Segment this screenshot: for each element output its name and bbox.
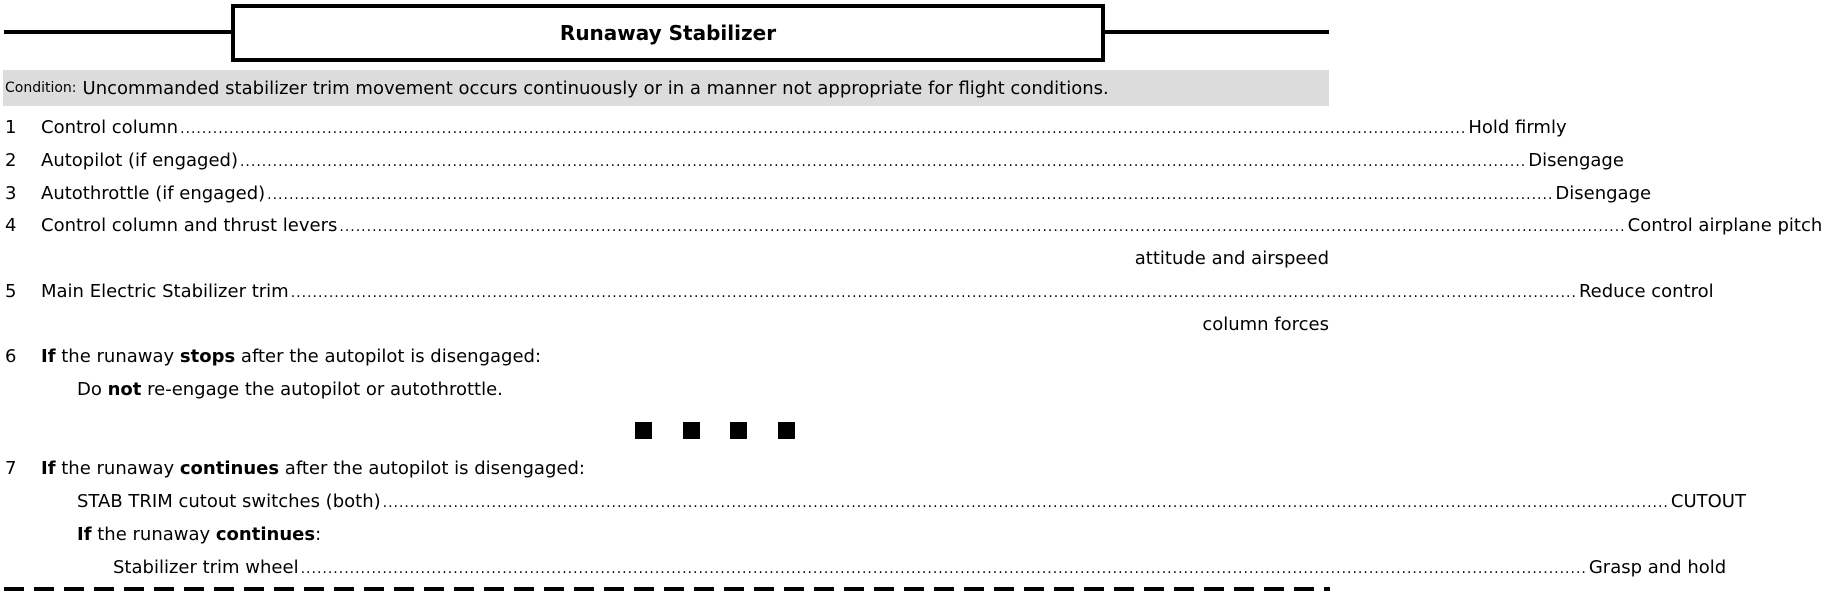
step-number: 7	[5, 458, 17, 479]
dashed-divider	[4, 587, 1330, 591]
if-keyword: If	[41, 346, 56, 367]
step-action: Control airplane pitch	[1627, 215, 1822, 236]
step-3	[0, 179, 1652, 209]
leader-dots: ............................................................................................................................................................................................................................................	[300, 561, 1587, 577]
step-6-instruction	[0, 375, 1334, 405]
condition-bar	[3, 70, 1329, 106]
step-item	[41, 113, 1567, 144]
step-item	[41, 277, 1714, 308]
text-fragment: the runaway	[55, 458, 180, 479]
step-action: Disengage	[1528, 150, 1624, 171]
text-fragment: after the autopilot is disengaged:	[279, 458, 585, 479]
end-of-procedure-marker	[635, 422, 795, 440]
step-item-label: Control column	[41, 117, 179, 138]
step-item-label: STAB TRIM cutout switches (both)	[77, 491, 381, 512]
leader-dots: ............................................................................................................................................................................................................................................	[382, 495, 1669, 511]
leader-dots: ............................................................................................................................................................................................................................................	[267, 187, 1554, 203]
text-fragment: Do	[77, 379, 108, 400]
step-action: Reduce control	[1578, 281, 1714, 302]
text-fragment: the runaway	[91, 524, 216, 545]
step-2	[0, 146, 1624, 176]
title-rule-left	[4, 30, 232, 34]
step-number: 2	[5, 150, 17, 171]
condition-text: Uncommanded stabilizer trim movement occurs continuously or in a manner not appropriate for flight conditions.	[82, 77, 1109, 99]
step-action: Disengage	[1555, 183, 1652, 204]
step-number: 5	[5, 281, 17, 302]
step-item-label: Autopilot (if engaged)	[41, 150, 238, 171]
step-item	[41, 146, 1624, 177]
step-number: 6	[5, 346, 17, 367]
leader-dots: ............................................................................................................................................................................................................................................	[239, 154, 1527, 170]
step-number: 1	[5, 117, 17, 138]
leader-dots: ............................................................................................................................................................................................................................................	[339, 219, 1626, 235]
step-7-cutout	[0, 487, 1746, 517]
if-keyword: If	[41, 458, 56, 479]
if-keyword: If	[77, 524, 92, 545]
title-row	[0, 0, 1334, 64]
step-7-trim-wheel	[0, 553, 1727, 583]
step-item	[113, 553, 1727, 584]
page-title: Runaway Stabilizer	[231, 4, 1105, 62]
step-7-sub-condition	[0, 520, 1334, 550]
step-item-label: Control column and thrust levers	[41, 215, 338, 236]
sub-condition-text	[77, 520, 321, 550]
step-4	[0, 211, 1822, 241]
step-6	[0, 342, 1334, 372]
step-5-action-continued: column forces	[1202, 314, 1329, 335]
step-action: Hold firmly	[1468, 117, 1567, 138]
step-item	[41, 179, 1652, 210]
text-fragment: after the autopilot is disengaged:	[235, 346, 542, 367]
step-1	[0, 113, 1567, 143]
text-fragment: re-engage the autopilot or autothrottle.	[141, 379, 503, 400]
title-rule-right	[1103, 30, 1329, 34]
step-item	[41, 211, 1822, 242]
step-item-label: Stabilizer trim wheel	[113, 557, 299, 578]
text-fragment: the runaway	[55, 346, 180, 367]
step-5	[0, 277, 1714, 307]
text-fragment: :	[315, 524, 322, 545]
step-action: Grasp and hold	[1588, 557, 1727, 578]
leader-dots: ............................................................................................................................................................................................................................................	[290, 285, 1577, 301]
emphasis: continues	[179, 458, 280, 479]
step-action: CUTOUT	[1670, 491, 1746, 512]
emphasis: not	[107, 379, 142, 400]
step-item-label: Main Electric Stabilizer trim	[41, 281, 289, 302]
step-6-instruction-text	[77, 375, 503, 405]
square-icon	[730, 422, 747, 439]
step-number: 3	[5, 183, 17, 204]
step-7	[0, 454, 1334, 484]
step-item	[77, 487, 1746, 518]
step-item-label: Autothrottle (if engaged)	[41, 183, 266, 204]
square-icon	[683, 422, 700, 439]
square-icon	[635, 422, 652, 439]
square-icon	[778, 422, 795, 439]
emphasis: stops	[179, 346, 236, 367]
condition-label: Condition:	[5, 80, 77, 96]
step-number: 4	[5, 215, 17, 236]
step-7-condition	[41, 454, 585, 484]
emphasis: continues	[215, 524, 316, 545]
step-4-action-continued: attitude and airspeed	[1134, 248, 1329, 269]
step-6-condition	[41, 342, 541, 372]
leader-dots: ............................................................................................................................................................................................................................................	[180, 121, 1467, 137]
